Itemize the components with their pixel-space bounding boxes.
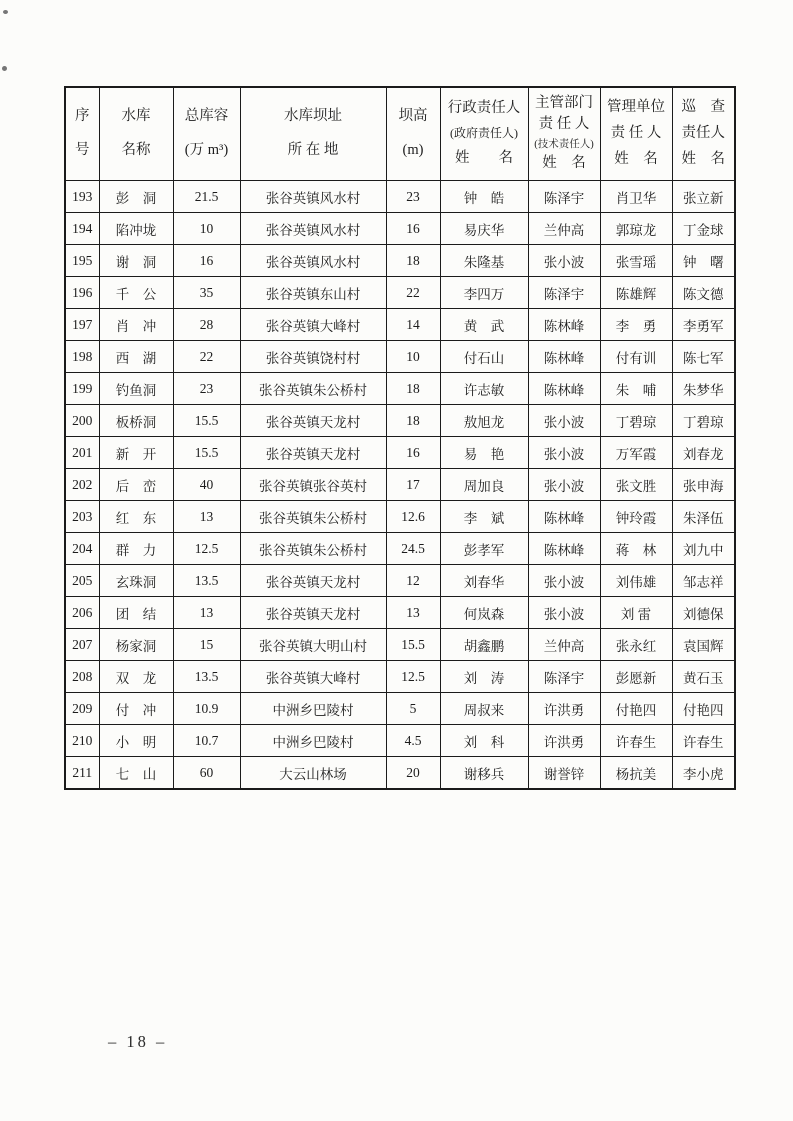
cell-dept-person: 张小波 (528, 565, 600, 597)
cell-mgmt-person: 郭琼龙 (600, 213, 672, 245)
cell-dept-person: 陈林峰 (528, 341, 600, 373)
cell-capacity: 13 (173, 597, 240, 629)
cell-dam-height: 18 (386, 405, 440, 437)
table-row (65, 405, 735, 437)
cell-reservoir-name: 红 东 (99, 501, 173, 533)
cell-reservoir-name: 付 冲 (99, 693, 173, 725)
cell-dam-height: 10 (386, 341, 440, 373)
cell-dept-person: 兰仲高 (528, 213, 600, 245)
cell-dept-person: 陈泽宇 (528, 661, 600, 693)
header-location-line2: 所 在 地 (287, 142, 339, 159)
cell-location: 张谷英镇饶村村 (240, 341, 386, 373)
cell-location: 张谷英镇风水村 (240, 213, 386, 245)
cell-capacity: 23 (173, 373, 240, 405)
table-row (65, 661, 735, 693)
cell-admin-person: 胡鑫鹏 (440, 629, 528, 661)
table-row (65, 437, 735, 469)
cell-dept-person: 张小波 (528, 405, 600, 437)
header-height-line1: 坝高 (398, 107, 428, 124)
cell-admin-person: 刘 科 (440, 725, 528, 757)
table-row (65, 213, 735, 245)
cell-reservoir-name: 双 龙 (99, 661, 173, 693)
table-row (65, 757, 735, 790)
cell-admin-person: 黄 武 (440, 309, 528, 341)
cell-dam-height: 20 (386, 757, 440, 790)
cell-dept-person: 兰仲高 (528, 629, 600, 661)
cell-mgmt-person: 朱 哺 (600, 373, 672, 405)
header-patrol-line1: 巡 查 (681, 99, 725, 116)
cell-capacity: 10 (173, 213, 240, 245)
header-admin-line2: (政府责任人) (450, 126, 518, 141)
cell-admin-person: 刘春华 (440, 565, 528, 597)
table-body (65, 181, 735, 790)
cell-dam-height: 13 (386, 597, 440, 629)
cell-patrol-person: 刘九中 (672, 533, 735, 565)
cell-admin-person: 李 斌 (440, 501, 528, 533)
cell-location: 中洲乡巴陵村 (240, 725, 386, 757)
header-admin-line1: 行政责任人 (447, 99, 521, 116)
header-admin-person (440, 87, 528, 181)
cell-seq: 194 (65, 213, 99, 245)
cell-dept-person: 陈泽宇 (528, 277, 600, 309)
cell-dept-person: 陈林峰 (528, 533, 600, 565)
cell-location: 张谷英镇天龙村 (240, 405, 386, 437)
cell-reservoir-name: 团 结 (99, 597, 173, 629)
cell-seq: 193 (65, 181, 99, 213)
cell-seq: 207 (65, 629, 99, 661)
cell-admin-person: 朱隆基 (440, 245, 528, 277)
cell-patrol-person: 张立新 (672, 181, 735, 213)
scan-artifact (3, 10, 8, 14)
header-dept-line1: 主管部门 (535, 94, 593, 111)
cell-patrol-person: 黄石玉 (672, 661, 735, 693)
header-mgmt-person (600, 87, 672, 181)
cell-dept-person: 陈林峰 (528, 309, 600, 341)
cell-patrol-person: 丁金球 (672, 213, 735, 245)
header-admin-line3: 姓 名 (455, 150, 513, 167)
header-capacity-line1: 总库容 (184, 107, 229, 124)
cell-seq: 200 (65, 405, 99, 437)
cell-seq: 211 (65, 757, 99, 790)
table-row (65, 501, 735, 533)
header-patrol-person (672, 87, 735, 181)
reservoir-table (64, 86, 736, 790)
cell-seq: 205 (65, 565, 99, 597)
header-capacity-unit: (万 m³) (184, 142, 229, 159)
cell-seq: 210 (65, 725, 99, 757)
table-row (65, 597, 735, 629)
cell-capacity: 40 (173, 469, 240, 501)
cell-dam-height: 24.5 (386, 533, 440, 565)
cell-seq: 206 (65, 597, 99, 629)
cell-mgmt-person: 陈雄辉 (600, 277, 672, 309)
cell-mgmt-person: 张雪瑶 (600, 245, 672, 277)
table-row (65, 277, 735, 309)
table-row (65, 725, 735, 757)
cell-location: 张谷英镇大明山村 (240, 629, 386, 661)
cell-location: 张谷英镇风水村 (240, 181, 386, 213)
cell-dam-height: 5 (386, 693, 440, 725)
cell-mgmt-person: 张文胜 (600, 469, 672, 501)
header-row (65, 87, 735, 181)
cell-reservoir-name: 后 峦 (99, 469, 173, 501)
cell-seq: 198 (65, 341, 99, 373)
cell-mgmt-person: 杨抗美 (600, 757, 672, 790)
cell-patrol-person: 陈七军 (672, 341, 735, 373)
cell-reservoir-name: 板桥洞 (99, 405, 173, 437)
cell-patrol-person: 刘德保 (672, 597, 735, 629)
cell-reservoir-name: 杨家洞 (99, 629, 173, 661)
cell-dept-person: 许洪勇 (528, 725, 600, 757)
cell-mgmt-person: 张永红 (600, 629, 672, 661)
cell-capacity: 22 (173, 341, 240, 373)
cell-capacity: 16 (173, 245, 240, 277)
cell-dept-person: 谢誉锌 (528, 757, 600, 790)
cell-seq: 197 (65, 309, 99, 341)
cell-admin-person: 付石山 (440, 341, 528, 373)
cell-location: 大云山林场 (240, 757, 386, 790)
cell-seq: 195 (65, 245, 99, 277)
cell-mgmt-person: 肖卫华 (600, 181, 672, 213)
cell-dam-height: 12 (386, 565, 440, 597)
table-header (65, 87, 735, 181)
cell-patrol-person: 丁碧琼 (672, 405, 735, 437)
cell-reservoir-name: 肖 冲 (99, 309, 173, 341)
cell-seq: 203 (65, 501, 99, 533)
header-dam-height (386, 87, 440, 181)
scan-artifact (2, 66, 7, 71)
header-patrol-line3: 姓 名 (681, 151, 725, 168)
cell-location: 张谷英镇大峰村 (240, 661, 386, 693)
cell-dept-person: 张小波 (528, 437, 600, 469)
cell-dept-person: 张小波 (528, 245, 600, 277)
cell-patrol-person: 钟 曙 (672, 245, 735, 277)
header-capacity (173, 87, 240, 181)
cell-location: 张谷英镇东山村 (240, 277, 386, 309)
cell-reservoir-name: 群 力 (99, 533, 173, 565)
cell-mgmt-person: 刘伟雄 (600, 565, 672, 597)
table-row (65, 693, 735, 725)
cell-dam-height: 16 (386, 437, 440, 469)
cell-mgmt-person: 丁碧琼 (600, 405, 672, 437)
cell-capacity: 28 (173, 309, 240, 341)
cell-capacity: 60 (173, 757, 240, 790)
cell-location: 张谷英镇天龙村 (240, 565, 386, 597)
cell-reservoir-name: 彭 洞 (99, 181, 173, 213)
cell-seq: 204 (65, 533, 99, 565)
cell-reservoir-name: 钓鱼洞 (99, 373, 173, 405)
cell-dam-height: 22 (386, 277, 440, 309)
table-row (65, 373, 735, 405)
header-name-line1: 水库 (121, 107, 151, 124)
header-mgmt-line2: 责 任 人 (610, 125, 662, 142)
cell-dept-person: 张小波 (528, 469, 600, 501)
cell-capacity: 13 (173, 501, 240, 533)
cell-dam-height: 23 (386, 181, 440, 213)
cell-seq: 199 (65, 373, 99, 405)
cell-location: 张谷英镇天龙村 (240, 597, 386, 629)
cell-capacity: 10.7 (173, 725, 240, 757)
cell-patrol-person: 许春生 (672, 725, 735, 757)
table-row (65, 181, 735, 213)
header-dept-line2: 责 任 人 (538, 116, 590, 133)
cell-admin-person: 易庆华 (440, 213, 528, 245)
cell-patrol-person: 陈文德 (672, 277, 735, 309)
cell-reservoir-name: 千 公 (99, 277, 173, 309)
cell-dam-height: 18 (386, 373, 440, 405)
cell-location: 张谷英镇朱公桥村 (240, 501, 386, 533)
cell-dam-height: 15.5 (386, 629, 440, 661)
cell-dam-height: 17 (386, 469, 440, 501)
cell-capacity: 13.5 (173, 661, 240, 693)
header-mgmt-line1: 管理单位 (607, 99, 665, 116)
cell-reservoir-name: 西 湖 (99, 341, 173, 373)
cell-dam-height: 18 (386, 245, 440, 277)
header-dept-line4: 姓 名 (542, 155, 586, 172)
cell-reservoir-name: 小 明 (99, 725, 173, 757)
cell-mgmt-person: 付艳四 (600, 693, 672, 725)
cell-location: 张谷英镇天龙村 (240, 437, 386, 469)
cell-mgmt-person: 彭愿新 (600, 661, 672, 693)
cell-dam-height: 12.6 (386, 501, 440, 533)
header-seq-line1: 序 (75, 107, 90, 124)
cell-location: 张谷英镇朱公桥村 (240, 373, 386, 405)
cell-location: 中洲乡巴陵村 (240, 693, 386, 725)
cell-patrol-person: 邹志祥 (672, 565, 735, 597)
header-patrol-line2: 责任人 (681, 125, 725, 142)
table-row (65, 309, 735, 341)
cell-admin-person: 何岚森 (440, 597, 528, 629)
cell-admin-person: 刘 涛 (440, 661, 528, 693)
cell-reservoir-name: 七 山 (99, 757, 173, 790)
cell-seq: 196 (65, 277, 99, 309)
cell-patrol-person: 朱梦华 (672, 373, 735, 405)
header-seq-line2: 号 (75, 142, 90, 159)
cell-mgmt-person: 钟玲霞 (600, 501, 672, 533)
cell-reservoir-name: 玄珠洞 (99, 565, 173, 597)
page-number: – 18 – (108, 1032, 168, 1051)
cell-location: 张谷英镇张谷英村 (240, 469, 386, 501)
cell-admin-person: 易 艳 (440, 437, 528, 469)
cell-seq: 202 (65, 469, 99, 501)
table-row (65, 565, 735, 597)
cell-dept-person: 陈林峰 (528, 373, 600, 405)
table-row (65, 629, 735, 661)
cell-capacity: 13.5 (173, 565, 240, 597)
cell-dept-person: 陈林峰 (528, 501, 600, 533)
cell-mgmt-person: 蒋 林 (600, 533, 672, 565)
cell-patrol-person: 朱泽伍 (672, 501, 735, 533)
cell-admin-person: 周叔来 (440, 693, 528, 725)
cell-mgmt-person: 刘 雷 (600, 597, 672, 629)
table-row (65, 533, 735, 565)
cell-seq: 209 (65, 693, 99, 725)
table-row (65, 469, 735, 501)
header-seq (65, 87, 99, 181)
cell-capacity: 15 (173, 629, 240, 661)
cell-capacity: 12.5 (173, 533, 240, 565)
header-location-line1: 水库坝址 (284, 107, 342, 124)
cell-patrol-person: 袁国辉 (672, 629, 735, 661)
cell-seq: 208 (65, 661, 99, 693)
cell-reservoir-name: 谢 洞 (99, 245, 173, 277)
header-mgmt-line3: 姓 名 (614, 151, 658, 168)
cell-dam-height: 4.5 (386, 725, 440, 757)
cell-admin-person: 谢移兵 (440, 757, 528, 790)
table-row (65, 341, 735, 373)
cell-dam-height: 14 (386, 309, 440, 341)
cell-mgmt-person: 李 勇 (600, 309, 672, 341)
cell-admin-person: 许志敏 (440, 373, 528, 405)
header-dept-person (528, 87, 600, 181)
table-row (65, 245, 735, 277)
header-height-unit: (m) (402, 142, 424, 159)
cell-patrol-person: 李小虎 (672, 757, 735, 790)
header-dept-line3: (技术责任人) (534, 139, 594, 151)
cell-dept-person: 张小波 (528, 597, 600, 629)
cell-admin-person: 周加良 (440, 469, 528, 501)
cell-location: 张谷英镇大峰村 (240, 309, 386, 341)
cell-mgmt-person: 万军霞 (600, 437, 672, 469)
header-reservoir-name (99, 87, 173, 181)
cell-dam-height: 16 (386, 213, 440, 245)
cell-mgmt-person: 许春生 (600, 725, 672, 757)
cell-patrol-person: 李勇军 (672, 309, 735, 341)
cell-reservoir-name: 陷冲垅 (99, 213, 173, 245)
cell-admin-person: 敖旭龙 (440, 405, 528, 437)
cell-patrol-person: 刘春龙 (672, 437, 735, 469)
cell-capacity: 15.5 (173, 437, 240, 469)
cell-admin-person: 钟 皓 (440, 181, 528, 213)
cell-capacity: 15.5 (173, 405, 240, 437)
cell-admin-person: 彭孝军 (440, 533, 528, 565)
cell-location: 张谷英镇风水村 (240, 245, 386, 277)
cell-dam-height: 12.5 (386, 661, 440, 693)
header-location (240, 87, 386, 181)
cell-admin-person: 李四万 (440, 277, 528, 309)
cell-dept-person: 许洪勇 (528, 693, 600, 725)
cell-dept-person: 陈泽宇 (528, 181, 600, 213)
cell-patrol-person: 付艳四 (672, 693, 735, 725)
cell-capacity: 10.9 (173, 693, 240, 725)
cell-reservoir-name: 新 开 (99, 437, 173, 469)
cell-seq: 201 (65, 437, 99, 469)
cell-patrol-person: 张申海 (672, 469, 735, 501)
header-name-line2: 名称 (121, 142, 151, 159)
cell-location: 张谷英镇朱公桥村 (240, 533, 386, 565)
cell-mgmt-person: 付有训 (600, 341, 672, 373)
cell-capacity: 35 (173, 277, 240, 309)
cell-capacity: 21.5 (173, 181, 240, 213)
